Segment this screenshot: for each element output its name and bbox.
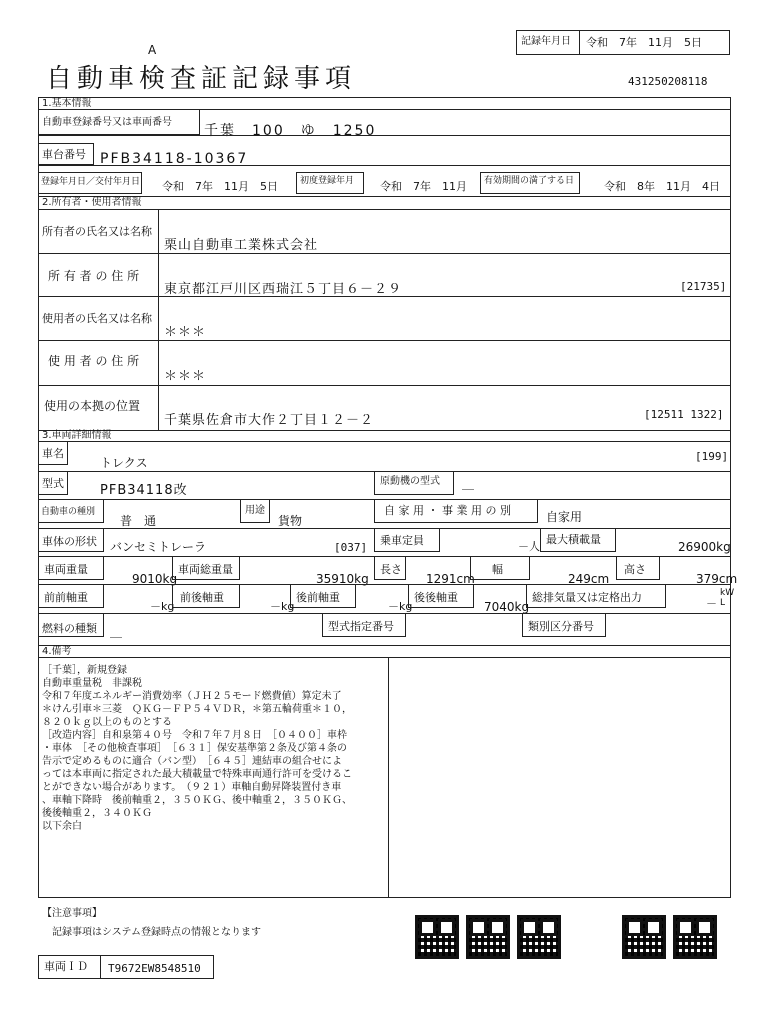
notice-text: 記録事項はシステム登録時点の情報となります [52, 927, 261, 938]
section-detail-title: 3.車両詳細情報 [42, 430, 112, 441]
height-label: 高さ [624, 563, 646, 576]
height-value: 379cm [696, 572, 738, 586]
length-value: 1291cm [426, 572, 475, 586]
form-mark: A [148, 43, 157, 57]
base-location-code: [12511 1322] [644, 408, 724, 421]
model-value: PFB34118改 [100, 483, 188, 498]
base-location-label: 使用の本拠の位置 [44, 399, 141, 413]
vehicle-id-label: 車両ＩＤ [44, 960, 88, 973]
expiry-label: 有効期間の満了する日 [484, 176, 575, 186]
document-title: 自動車検査証記録事項 [46, 64, 357, 94]
rear-rear-axle-label: 後後軸重 [414, 591, 458, 604]
private-business-value: 自家用 [546, 510, 583, 524]
capacity-value: －人 [518, 540, 540, 553]
rear-front-axle-value: －kg [388, 600, 413, 613]
front-front-axle-label: 前前軸重 [44, 591, 88, 604]
capacity-label: 乗車定員 [380, 534, 424, 547]
model-label: 型式 [42, 477, 64, 490]
front-front-axle-value: －kg [150, 600, 175, 613]
vehicle-weight-value: 9010kg [132, 572, 178, 586]
engine-model-label: 原動機の型式 [380, 476, 440, 487]
category-number-label: 類別区分番号 [528, 620, 594, 633]
front-rear-axle-label: 前後軸重 [180, 591, 224, 604]
private-business-label: 自 家 用 ・ 事 業 用 の 別 [384, 504, 511, 517]
vehicle-id-value: T9672EW8548510 [108, 962, 201, 975]
notice-title: 【注意事項】 [42, 908, 102, 919]
owner-name-label: 所有者の氏名又は名称 [42, 225, 152, 238]
user-name-label: 使用者の氏名又は名称 [42, 312, 152, 325]
expiry-value: 令和 8年 11月 4日 [604, 180, 720, 193]
vehicle-weight-label: 車両重量 [44, 563, 88, 576]
car-name-code: [199] [695, 450, 729, 463]
chassis-label: 車台番号 [42, 148, 86, 161]
qr-code-3-icon [517, 915, 561, 959]
use-value: 貨物 [278, 514, 303, 528]
type-designation-label: 型式指定番号 [328, 620, 394, 633]
owner-address-code: [21735] [680, 280, 727, 293]
car-name-value: トレクス [100, 456, 148, 470]
fuel-label: 燃料の種類 [42, 622, 97, 635]
record-date-value: 令和 7年 11月 5日 [586, 36, 702, 49]
user-name-value: ＊＊＊ [164, 325, 207, 340]
document-number: 431250208118 [628, 75, 708, 88]
qr-code-2-icon [466, 915, 510, 959]
section-basic-title: 1.基本情報 [42, 98, 92, 109]
reg-number-label: 自動車登録番号又は車両番号 [42, 117, 172, 128]
displacement-value: － [706, 597, 717, 610]
section-owner-title: 2.所有者・使用者情報 [42, 197, 142, 208]
remarks-text: ［千葉］，新規登録 自動車重量税 非課税 令和７年度エネルギー消費効率（ＪＨ２５モード燃費値）算定未了 ＊けん引車＊三菱 ＱＫＧ－ＦＰ５４ＶＤＲ，＊第五輪荷重＊１０， ８２０ｋｇ以上のものとする ［改造内容］自和泉第４０号 令和７年７月８日 ［０４００］車枠 ・車体 ［その他検査事項］ ［６３１］保安基準第２条及び第４条の 告示で定めるものに適合（バン型） ［６４５］連結車の組合せによ っては本車両に指定された最大積載量で特殊車両通行許可を受けるこ とができない場合があります。 （９２１）車軸自動昇降装置付き車 、車軸下降時 後前軸重２，３５０ＫＧ、後中軸重２，３５０ＫＧ、 後後軸重２，３４０ＫＧ 以下余白 [42, 665, 352, 832]
qr-code-4-icon [622, 915, 666, 959]
width-value: 249cm [568, 572, 610, 586]
base-location-value: 千葉県佐倉市大作２丁目１２－２ [164, 413, 375, 428]
owner-name-value: 栗山自動車工業株式会社 [164, 238, 319, 253]
vehicle-kind-label: 自動車の種別 [41, 507, 96, 517]
qr-code-1-icon [415, 915, 459, 959]
use-label: 用途 [245, 505, 265, 516]
reg-number-value: 千葉 100 ゆ 1250 [204, 123, 377, 139]
fuel-value: ＿ [110, 625, 123, 639]
max-load-value: 26900kg [678, 540, 731, 554]
engine-model-value: ＿ [462, 477, 475, 491]
qr-code-5-icon [673, 915, 717, 959]
length-label: 長さ [380, 563, 402, 576]
gross-weight-label: 車両総重量 [178, 563, 233, 576]
displacement-unit: kW L [720, 588, 735, 608]
chassis-value: PFB34118-10367 [100, 151, 249, 167]
user-address-value: ＊＊＊ [164, 369, 207, 384]
body-shape-code: [037] [334, 541, 368, 554]
owner-address-value: 東京都江戸川区西瑞江５丁目６－２９ [164, 282, 403, 297]
section-remarks-title: 4.備考 [42, 646, 72, 657]
first-reg-value: 令和 7年 11月 [380, 180, 467, 193]
rear-rear-axle-value: 7040kg [484, 600, 530, 614]
vehicle-kind-value: 普 通 [120, 514, 157, 528]
max-load-label: 最大積載量 [546, 533, 601, 546]
issue-date-value: 令和 7年 11月 5日 [162, 180, 278, 193]
width-label: 幅 [492, 563, 503, 576]
rear-front-axle-label: 後前軸重 [296, 591, 340, 604]
body-shape-value: バンセミトレーラ [110, 540, 207, 554]
first-reg-label: 初度登録年月 [300, 176, 355, 186]
front-rear-axle-value: －kg [270, 600, 295, 613]
owner-address-label: 所 有 者 の 住 所 [48, 269, 140, 283]
gross-weight-value: 35910kg [316, 572, 369, 586]
user-address-label: 使 用 者 の 住 所 [48, 354, 140, 368]
displacement-label: 総排気量又は定格出力 [532, 591, 642, 604]
body-shape-label: 車体の形状 [42, 535, 97, 548]
car-name-label: 車名 [42, 447, 64, 460]
issue-date-label: 登録年月日／交付年月日 [41, 177, 141, 187]
record-date-label: 記録年月日 [521, 36, 571, 47]
